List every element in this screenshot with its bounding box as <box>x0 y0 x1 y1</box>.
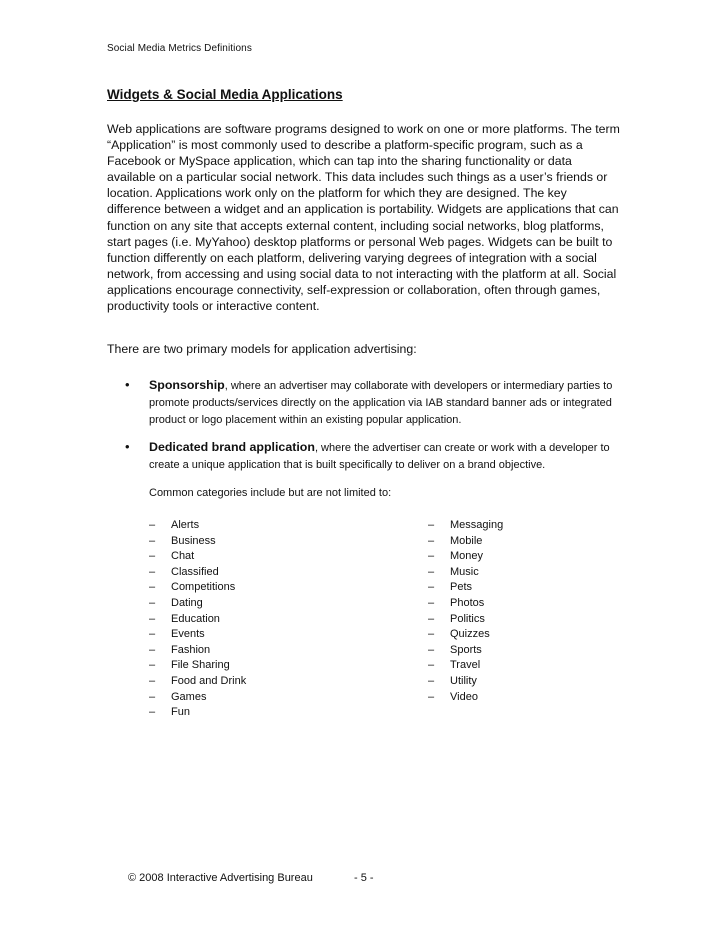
dash-icon: – <box>428 690 435 703</box>
category-label: Photos <box>450 596 485 609</box>
dash-icon: – <box>428 612 435 625</box>
category-label: Video <box>450 690 478 703</box>
category-label: Quizzes <box>450 628 490 641</box>
list-item <box>149 674 246 690</box>
category-label: Travel <box>450 659 481 672</box>
category-label: Competitions <box>171 581 236 594</box>
list-item <box>149 565 246 581</box>
list-item <box>149 627 246 643</box>
dash-icon: – <box>428 659 435 672</box>
list-item <box>428 534 503 550</box>
list-item <box>149 643 246 659</box>
list-item <box>149 690 246 706</box>
dash-icon: – <box>149 550 156 563</box>
list-item <box>149 596 246 612</box>
bullet-lead: Sponsorship <box>149 378 225 392</box>
bullet-lead: Dedicated brand application <box>149 440 315 454</box>
models-intro: There are two primary models for application advertising: <box>107 342 417 356</box>
category-label: Fun <box>171 706 190 719</box>
dash-icon: – <box>428 550 435 563</box>
dash-icon: – <box>428 596 435 609</box>
dash-icon: – <box>149 706 156 719</box>
list-item <box>149 580 246 596</box>
bullet-text <box>149 439 619 474</box>
category-label: Fashion <box>171 643 211 656</box>
category-label: Messaging <box>450 519 504 531</box>
dash-icon: – <box>428 565 435 578</box>
list-item <box>428 690 503 706</box>
intro-paragraph: Web applications are software programs designed to work on one or more platforms. The term “Application” is most commonly used to describe a platform-specific program, such as a Facebook or MySpace application, which can tap into the sharing functionality or data available on a particular social network. This data includes such things as a user’s friends or location. Applications work only on the platform for which they are designed. The key difference between a widget and an application is portability. Widgets are applications that can function on any site that accepts external content, including social networks, blog platforms, start pages (i.e. MyYahoo) desktop platforms or personal Web pages. Widgets can be built to function differently on each platform, delivering varying degrees of integration with a social network, from accessing and using social data to not interacting with the platform at all. Social applications encourage connectivity, self-expression or collaboration, often through games, productivity tools or interactive content. <box>107 122 620 314</box>
dash-icon: – <box>149 534 156 547</box>
list-item <box>149 534 246 550</box>
dash-icon: – <box>428 674 435 687</box>
dash-icon: – <box>428 534 435 547</box>
list-item <box>149 549 246 565</box>
bullet-text <box>149 377 619 428</box>
dash-icon: – <box>428 643 435 656</box>
category-label: Politics <box>450 612 485 625</box>
category-label: Chat <box>171 550 195 563</box>
footer-copyright: © 2008 Interactive Advertising Bureau <box>128 872 313 884</box>
category-label: Money <box>450 550 484 563</box>
bullet-body: , where an advertiser may collaborate with developers or intermediary parties to promote products/services directly on the application via IAB standard banner ads or integrated product or logo placement within an existing popular application. <box>149 380 613 426</box>
dash-icon: – <box>149 565 156 578</box>
category-label: Dating <box>171 596 203 609</box>
model-bullet-sponsorship <box>125 377 625 428</box>
dash-icon: – <box>149 612 156 625</box>
dash-icon: – <box>149 690 156 703</box>
category-label: Mobile <box>450 534 483 547</box>
list-item <box>428 612 503 628</box>
dash-icon: – <box>428 628 435 641</box>
dash-icon: – <box>149 643 156 656</box>
categories-list-right <box>428 518 503 705</box>
category-label: Business <box>171 534 216 547</box>
dash-icon: – <box>149 659 156 672</box>
list-item <box>428 643 503 659</box>
dash-icon: – <box>149 674 156 687</box>
list-item <box>149 612 246 628</box>
list-item <box>428 627 503 643</box>
list-item <box>428 580 503 596</box>
list-item <box>149 518 246 534</box>
dash-icon: – <box>149 519 156 531</box>
list-item <box>428 565 503 581</box>
bullet-icon: • <box>125 439 130 454</box>
categories-intro: Common categories include but are not limited to: <box>149 487 392 499</box>
list-item <box>428 518 503 534</box>
category-label: Music <box>450 565 479 578</box>
dash-icon: – <box>149 628 156 641</box>
category-label: Pets <box>450 581 473 594</box>
category-label: Games <box>171 690 207 703</box>
category-label: Classified <box>171 565 219 578</box>
dash-icon: – <box>149 596 156 609</box>
category-label: File Sharing <box>171 659 230 672</box>
category-label: Alerts <box>171 519 200 531</box>
section-title: Widgets & Social Media Applications <box>107 87 343 102</box>
list-item <box>428 549 503 565</box>
categories-list-left <box>149 518 246 721</box>
dash-icon: – <box>149 581 156 594</box>
list-item <box>149 705 246 721</box>
footer-page-number: - 5 - <box>354 872 374 884</box>
list-item <box>428 674 503 690</box>
list-item <box>149 658 246 674</box>
category-label: Food and Drink <box>171 674 247 687</box>
category-label: Sports <box>450 643 482 656</box>
dash-icon: – <box>428 519 435 531</box>
bullet-body: , where the advertiser can create or work with a developer to create a unique application that is built specifically to deliver on a brand objective. <box>149 442 610 471</box>
list-item <box>428 658 503 674</box>
category-label: Events <box>171 628 205 641</box>
dash-icon: – <box>428 581 435 594</box>
list-item <box>428 596 503 612</box>
bullet-icon: • <box>125 377 130 392</box>
category-label: Utility <box>450 674 477 687</box>
model-bullet-dedicated-brand-application <box>125 439 625 474</box>
running-header: Social Media Metrics Definitions <box>107 43 252 54</box>
category-label: Education <box>171 612 220 625</box>
